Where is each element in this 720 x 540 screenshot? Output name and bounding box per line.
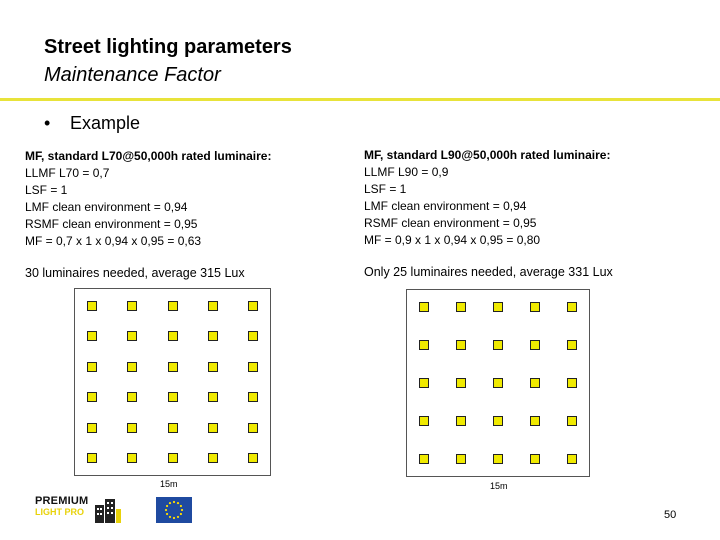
premium-light-pro-logo bbox=[35, 495, 130, 525]
luminaire-marker bbox=[168, 423, 178, 433]
luminaire-marker bbox=[493, 340, 503, 350]
luminaire-marker bbox=[248, 423, 258, 433]
luminaire-marker bbox=[419, 416, 429, 426]
luminaire-marker bbox=[127, 392, 137, 402]
bullet-item bbox=[44, 113, 140, 134]
luminaire-marker bbox=[168, 453, 178, 463]
luminaire-marker bbox=[419, 378, 429, 388]
luminaire-marker bbox=[127, 453, 137, 463]
right-luminaire-layout bbox=[406, 289, 590, 477]
luminaire-marker bbox=[168, 301, 178, 311]
luminaire-marker bbox=[493, 378, 503, 388]
slide-title: Street lighting parameters bbox=[44, 36, 292, 58]
logo-line-1: PREMIUM bbox=[35, 495, 89, 507]
left-line: LMF clean environment = 0,94 bbox=[25, 200, 188, 214]
luminaire-marker bbox=[168, 392, 178, 402]
left-line: LSF = 1 bbox=[25, 183, 68, 197]
eu-star bbox=[166, 513, 168, 515]
luminaire-marker bbox=[127, 423, 137, 433]
building-icon bbox=[93, 497, 121, 523]
luminaire-marker bbox=[456, 416, 466, 426]
right-line: LLMF L90 = 0,9 bbox=[364, 165, 449, 179]
left-line: RSMF clean environment = 0,95 bbox=[25, 217, 198, 231]
luminaire-marker bbox=[87, 392, 97, 402]
luminaire-marker bbox=[530, 378, 540, 388]
luminaire-marker bbox=[456, 378, 466, 388]
right-calculation bbox=[364, 147, 610, 249]
left-calculation bbox=[25, 148, 271, 250]
luminaire-marker bbox=[419, 454, 429, 464]
luminaire-marker bbox=[87, 301, 97, 311]
luminaire-marker bbox=[567, 378, 577, 388]
right-heading: MF, standard L90@50,000h rated luminaire: bbox=[364, 148, 611, 162]
luminaire-marker bbox=[456, 302, 466, 312]
luminaire-marker bbox=[208, 362, 218, 372]
luminaire-marker bbox=[456, 454, 466, 464]
luminaire-marker bbox=[567, 340, 577, 350]
eu-flag-icon bbox=[156, 497, 192, 523]
luminaire-marker bbox=[248, 392, 258, 402]
luminaire-marker bbox=[87, 331, 97, 341]
right-line: MF = 0,9 x 1 x 0,94 x 0,95 = 0,80 bbox=[364, 233, 541, 247]
luminaire-marker bbox=[530, 454, 540, 464]
luminaire-marker bbox=[530, 340, 540, 350]
eu-star bbox=[177, 502, 179, 504]
luminaire-marker bbox=[208, 392, 218, 402]
right-line: LSF = 1 bbox=[364, 182, 407, 196]
eu-star bbox=[181, 509, 183, 511]
luminaire-marker bbox=[493, 416, 503, 426]
luminaire-marker bbox=[87, 453, 97, 463]
luminaire-marker bbox=[168, 331, 178, 341]
luminaire-marker bbox=[419, 302, 429, 312]
luminaire-marker bbox=[127, 362, 137, 372]
luminaire-marker bbox=[248, 453, 258, 463]
luminaire-marker bbox=[493, 302, 503, 312]
eu-funding-logo bbox=[156, 497, 232, 524]
luminaire-marker bbox=[208, 301, 218, 311]
left-line: MF = 0,7 x 1 x 0,94 x 0,95 = 0,63 bbox=[25, 234, 202, 248]
left-heading: MF, standard L70@50,000h rated luminaire: bbox=[25, 149, 272, 163]
eu-star bbox=[180, 513, 182, 515]
eu-star bbox=[177, 516, 179, 518]
eu-star bbox=[169, 502, 171, 504]
eu-star bbox=[173, 501, 175, 503]
page-number: 50 bbox=[664, 509, 677, 521]
left-luminaire-layout bbox=[74, 288, 271, 476]
bullet-symbol: • bbox=[44, 113, 51, 133]
luminaire-marker bbox=[248, 362, 258, 372]
luminaire-marker bbox=[87, 362, 97, 372]
luminaire-marker bbox=[127, 331, 137, 341]
eu-star bbox=[169, 516, 171, 518]
luminaire-marker bbox=[208, 453, 218, 463]
luminaire-marker bbox=[87, 423, 97, 433]
slide-subtitle: Maintenance Factor bbox=[44, 64, 221, 86]
title-divider bbox=[0, 98, 720, 101]
luminaire-marker bbox=[530, 416, 540, 426]
luminaire-marker bbox=[208, 423, 218, 433]
luminaire-marker bbox=[208, 331, 218, 341]
luminaire-marker bbox=[248, 331, 258, 341]
right-line: RSMF clean environment = 0,95 bbox=[364, 216, 537, 230]
luminaire-marker bbox=[567, 302, 577, 312]
luminaire-marker bbox=[127, 301, 137, 311]
left-dimension-label: 15m bbox=[160, 479, 178, 489]
bullet-text: Example bbox=[70, 113, 141, 133]
left-line: LLMF L70 = 0,7 bbox=[25, 166, 110, 180]
luminaire-marker bbox=[419, 340, 429, 350]
right-result-note: Only 25 luminaires needed, average 331 Lux bbox=[364, 265, 613, 279]
luminaire-marker bbox=[248, 301, 258, 311]
eu-star bbox=[166, 505, 168, 507]
eu-star bbox=[180, 505, 182, 507]
logo-line-2: LIGHT PRO bbox=[35, 507, 84, 517]
eu-star bbox=[173, 517, 175, 519]
luminaire-marker bbox=[493, 454, 503, 464]
left-result-note: 30 luminaires needed, average 315 Lux bbox=[25, 266, 245, 280]
right-line: LMF clean environment = 0,94 bbox=[364, 199, 527, 213]
luminaire-marker bbox=[567, 416, 577, 426]
right-dimension-label: 15m bbox=[490, 481, 508, 491]
luminaire-marker bbox=[456, 340, 466, 350]
eu-star bbox=[165, 509, 167, 511]
luminaire-marker bbox=[168, 362, 178, 372]
luminaire-marker bbox=[530, 302, 540, 312]
luminaire-marker bbox=[567, 454, 577, 464]
